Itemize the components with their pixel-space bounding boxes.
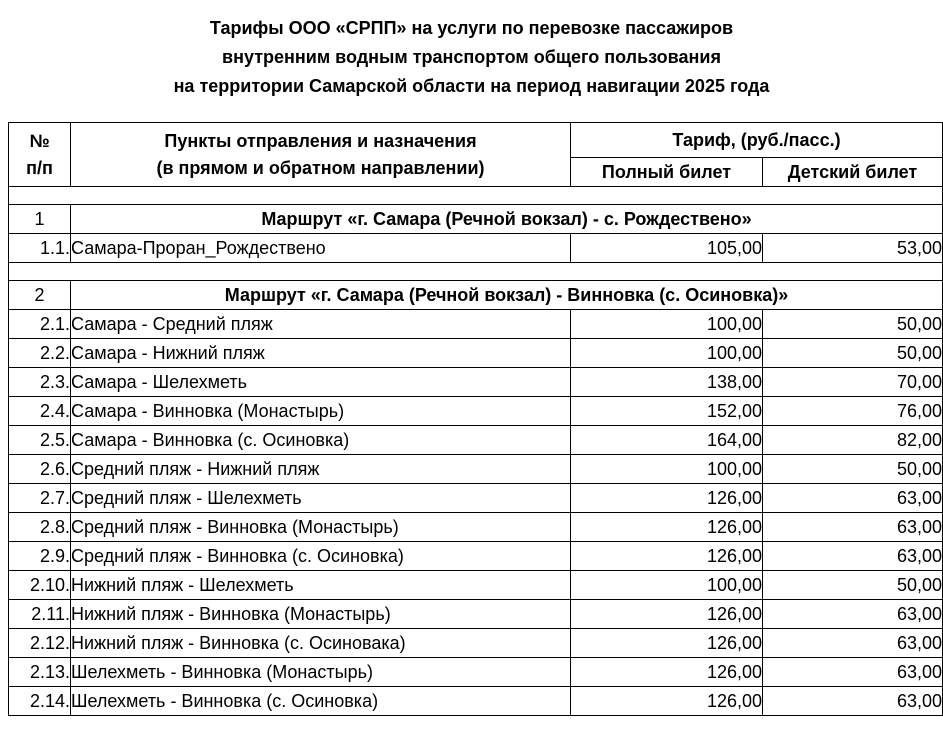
route-number: 1 bbox=[9, 205, 71, 234]
table-row bbox=[9, 687, 943, 716]
table-row bbox=[9, 310, 943, 339]
table-row bbox=[9, 629, 943, 658]
row-child-price: 50,00 bbox=[763, 310, 943, 339]
row-number: 2.11. bbox=[9, 600, 71, 629]
spacer-row bbox=[9, 187, 943, 205]
row-points: Самара - Шелехметь bbox=[71, 368, 571, 397]
row-number: 2.9. bbox=[9, 542, 71, 571]
row-child-price: 63,00 bbox=[763, 629, 943, 658]
route-header-row bbox=[9, 205, 943, 234]
row-number: 2.7. bbox=[9, 484, 71, 513]
row-number: 2.3. bbox=[9, 368, 71, 397]
row-full-price: 100,00 bbox=[571, 455, 763, 484]
row-full-price: 126,00 bbox=[571, 687, 763, 716]
row-points: Средний пляж - Нижний пляж bbox=[71, 455, 571, 484]
row-child-price: 63,00 bbox=[763, 658, 943, 687]
row-full-price: 164,00 bbox=[571, 426, 763, 455]
col-header-points-line1: Пункты отправления и назначения bbox=[164, 130, 477, 151]
title-line-3: на территории Самарской области на период навигации 2025 года bbox=[173, 76, 770, 96]
row-number: 2.6. bbox=[9, 455, 71, 484]
col-header-num bbox=[9, 123, 71, 187]
table-row bbox=[9, 234, 943, 263]
table-row bbox=[9, 658, 943, 687]
row-child-price: 53,00 bbox=[763, 234, 943, 263]
table-row bbox=[9, 542, 943, 571]
row-points: Средний пляж - Винновка (Монастырь) bbox=[71, 513, 571, 542]
title-line-1: Тарифы ООО «СРПП» на услуги по перевозке пассажиров bbox=[209, 18, 734, 38]
row-points: Нижний пляж - Шелехметь bbox=[71, 571, 571, 600]
row-child-price: 63,00 bbox=[763, 513, 943, 542]
row-points: Самара-Проран_Рождествено bbox=[71, 234, 571, 263]
row-points: Самара - Винновка (Монастырь) bbox=[71, 397, 571, 426]
spacer-cell bbox=[9, 263, 943, 281]
row-points: Нижний пляж - Винновка (с. Осиновака) bbox=[71, 629, 571, 658]
col-header-num-line1: № bbox=[29, 130, 50, 151]
row-full-price: 105,00 bbox=[571, 234, 763, 263]
row-number: 2.5. bbox=[9, 426, 71, 455]
table-row bbox=[9, 513, 943, 542]
row-full-price: 126,00 bbox=[571, 658, 763, 687]
row-child-price: 50,00 bbox=[763, 455, 943, 484]
table-row bbox=[9, 571, 943, 600]
route-title: Маршрут «г. Самара (Речной вокзал) - с. Рождествено» bbox=[71, 205, 943, 234]
row-points: Средний пляж - Шелехметь bbox=[71, 484, 571, 513]
route-title: Маршрут «г. Самара (Речной вокзал) - Винновка (с. Осиновка)» bbox=[71, 281, 943, 310]
row-number: 2.2. bbox=[9, 339, 71, 368]
col-header-tariff: Тариф, (руб./пасс.) bbox=[571, 123, 943, 158]
row-number: 1.1. bbox=[9, 234, 71, 263]
row-full-price: 126,00 bbox=[571, 542, 763, 571]
row-points: Самара - Нижний пляж bbox=[71, 339, 571, 368]
table-row bbox=[9, 484, 943, 513]
header-row bbox=[9, 123, 943, 158]
col-header-points-line2: (в прямом и обратном направлении) bbox=[156, 157, 485, 178]
table-row bbox=[9, 455, 943, 484]
row-points: Средний пляж - Винновка (с. Осиновка) bbox=[71, 542, 571, 571]
row-number: 2.4. bbox=[9, 397, 71, 426]
row-number: 2.13. bbox=[9, 658, 71, 687]
table-row bbox=[9, 600, 943, 629]
row-child-price: 82,00 bbox=[763, 426, 943, 455]
row-child-price: 63,00 bbox=[763, 600, 943, 629]
row-child-price: 70,00 bbox=[763, 368, 943, 397]
row-child-price: 63,00 bbox=[763, 484, 943, 513]
route-header-row bbox=[9, 281, 943, 310]
table-row bbox=[9, 426, 943, 455]
row-child-price: 50,00 bbox=[763, 571, 943, 600]
document-title bbox=[0, 14, 943, 101]
row-points: Самара - Средний пляж bbox=[71, 310, 571, 339]
row-number: 2.14. bbox=[9, 687, 71, 716]
row-points: Нижний пляж - Винновка (Монастырь) bbox=[71, 600, 571, 629]
table-row bbox=[9, 368, 943, 397]
row-full-price: 138,00 bbox=[571, 368, 763, 397]
row-child-price: 50,00 bbox=[763, 339, 943, 368]
row-full-price: 152,00 bbox=[571, 397, 763, 426]
table-row bbox=[9, 397, 943, 426]
route-number: 2 bbox=[9, 281, 71, 310]
row-number: 2.8. bbox=[9, 513, 71, 542]
col-header-child: Детский билет bbox=[763, 158, 943, 187]
row-full-price: 126,00 bbox=[571, 484, 763, 513]
row-full-price: 126,00 bbox=[571, 629, 763, 658]
row-full-price: 100,00 bbox=[571, 571, 763, 600]
row-full-price: 126,00 bbox=[571, 600, 763, 629]
spacer-row bbox=[9, 263, 943, 281]
tariffs-table bbox=[8, 122, 943, 716]
row-full-price: 100,00 bbox=[571, 310, 763, 339]
row-number: 2.10. bbox=[9, 571, 71, 600]
row-child-price: 63,00 bbox=[763, 542, 943, 571]
row-points: Шелехметь - Винновка (с. Осиновка) bbox=[71, 687, 571, 716]
row-full-price: 126,00 bbox=[571, 513, 763, 542]
col-header-full: Полный билет bbox=[571, 158, 763, 187]
row-full-price: 100,00 bbox=[571, 339, 763, 368]
row-points: Шелехметь - Винновка (Монастырь) bbox=[71, 658, 571, 687]
title-line-2: внутренним водным транспортом общего пользования bbox=[222, 47, 721, 67]
table-row bbox=[9, 339, 943, 368]
col-header-num-line2: п/п bbox=[26, 157, 53, 178]
row-number: 2.1. bbox=[9, 310, 71, 339]
row-points: Самара - Винновка (с. Осиновка) bbox=[71, 426, 571, 455]
row-child-price: 76,00 bbox=[763, 397, 943, 426]
col-header-points bbox=[71, 123, 571, 187]
row-number: 2.12. bbox=[9, 629, 71, 658]
spacer-cell bbox=[9, 187, 943, 205]
row-child-price: 63,00 bbox=[763, 687, 943, 716]
